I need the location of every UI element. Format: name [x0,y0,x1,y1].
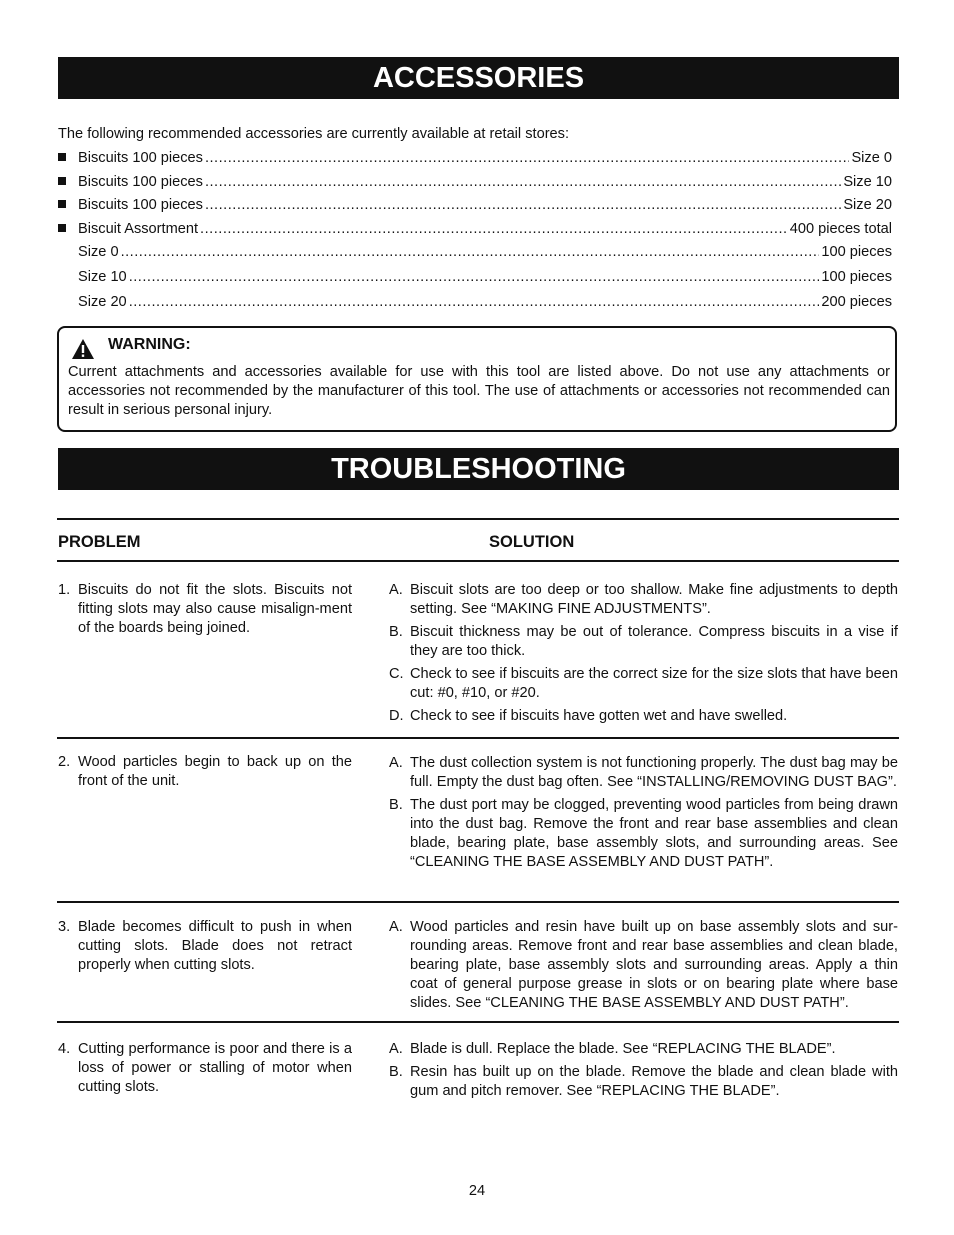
column-header-problem: PROBLEM [58,533,141,551]
problem-number: 1. [58,582,71,598]
dot-leader [129,267,820,287]
solution-item [389,581,898,619]
item-label: Size 0 [78,244,119,260]
problem-number: 3. [58,919,71,935]
solution-text: The dust collection system is not functioning properly. The dust bag may be full. Empty the dust bag often. See “INSTALLING/REMOVING DUST BAG”. [410,755,898,790]
sub-list-item [58,242,892,267]
solution-letter: B. [389,797,403,813]
solution-text: Blade is dull. Replace the blade. See “REPLACING THE BLADE”. [410,1041,836,1057]
header-rule [57,560,899,562]
item-label: Biscuits 100 pieces [78,173,203,190]
solution-text: Biscuit slots are too deep or too shallow. Make fine adjustments to depth setting. See “MAKING FINE ADJUSTMENTS”. [410,582,898,617]
problem-cell [58,918,352,975]
solution-item [389,918,898,1013]
list-item [58,172,892,196]
item-value: 200 pieces [821,294,892,310]
accessories-heading: ACCESSORIES [58,57,899,99]
warning-text: Current attachments and accessories available for use with this tool are listed above. Do not use any attachments or accessories not recommended by the manufacturer of this tool. The use of attachments or accessories not recommended can result in serious personal injury. [68,364,890,418]
solution-text: Biscuit thickness may be out of tolerance. Compress biscuits in a vise if they are too thick. [410,624,898,659]
item-label: Biscuit Assortment [78,220,199,237]
problem-text: Cutting performance is poor and there is a loss of power or stalling of motor when cutting slots. [78,1041,352,1095]
item-value: 100 pieces [821,269,892,285]
dot-leader [205,148,850,168]
item-value: Size 0 [851,150,892,166]
dot-leader [121,242,820,262]
solution-item [389,1040,898,1059]
list-item [58,195,892,219]
sub-list-item [58,292,892,317]
solution-item [389,707,898,726]
solution-cell [389,1040,898,1105]
problem-number: 4. [58,1041,71,1057]
problem-text: Biscuits do not fit the slots. Biscuits not fitting slots may also cause misalign-ment of the boards being joined. [78,582,352,636]
warning-triangle-icon [71,338,95,360]
accessories-intro: The following recommended accessories are currently available at retail stores: [58,126,570,142]
solution-cell [389,918,898,1017]
solution-text: Check to see if biscuits are the correct size for the size slots that have been cut: #0, #10, or #20. [410,666,898,701]
dot-leader [200,219,788,239]
item-value: 100 pieces [821,244,892,260]
list-item [58,148,892,172]
solution-item [389,623,898,661]
page-number: 24 [468,1183,486,1199]
problem-cell [58,1040,352,1097]
problem-text: Blade becomes difficult to push in when cutting slots. Blade does not retract properly when cutting slots. [78,919,352,973]
item-label: Size 10 [78,269,127,285]
problem-text: Wood particles begin to back up on the front of the unit. [78,754,352,789]
accessories-list [58,148,892,317]
row-divider [57,737,899,739]
item-value: Size 10 [843,173,892,190]
solution-text: Resin has built up on the blade. Remove the blade and clean blade with gum and pitch remover. See “REPLACING THE BLADE”. [410,1064,898,1099]
row-divider [57,901,899,903]
warning-box [57,326,897,432]
dot-leader [129,292,820,312]
solution-item [389,665,898,703]
problem-number: 2. [58,754,71,770]
solution-text: Wood particles and resin have built up on base assembly slots and sur-rounding areas. Remove front and rear base assemblies and clean blade, bearing plate, base assembly slots and surrounding areas. Apply a thin coat of general purpose grease in slots or on bearing plate where base slides. See “CLEANING THE BASE ASSEMBLY AND DUST PATH”. [410,919,898,1011]
dot-leader [205,172,841,192]
solution-item [389,754,898,792]
item-label: Biscuits 100 pieces [78,197,203,213]
solution-letter: C. [389,666,404,682]
solution-cell [389,581,898,730]
solution-cell [389,754,898,876]
troubleshooting-heading: TROUBLESHOOTING [58,448,899,490]
item-label: Biscuits 100 pieces [78,150,203,166]
solution-item [389,796,898,872]
solution-letter: A. [389,1041,403,1057]
solution-letter: B. [389,1064,403,1080]
solution-text: Check to see if biscuits have gotten wet and have swelled. [410,708,788,724]
item-value: Size 20 [843,197,892,213]
list-item [58,219,892,243]
dot-leader [205,195,841,215]
solution-item [389,1063,898,1101]
sub-list-item [58,267,892,292]
table-top-rule [57,518,899,520]
solution-letter: D. [389,708,404,724]
solution-letter: A. [389,919,403,935]
solution-letter: B. [389,624,403,640]
solution-letter: A. [389,582,403,598]
column-header-solution: SOLUTION [489,533,575,551]
solution-letter: A. [389,755,403,771]
solution-text: The dust port may be clogged, preventing wood particles from being drawn into the dust bag. Remove the front and rear base assemblies and clean blade, bearing plate, base assembly slots, and surrounding areas. See “CLEANING THE BASE ASSEMBLY AND DUST PATH”. [410,797,898,870]
row-divider [57,1021,899,1023]
item-label: Size 20 [78,294,127,310]
warning-title: WARNING: [108,336,191,353]
item-value: 400 pieces total [789,220,892,237]
problem-cell [58,581,352,638]
problem-cell [58,753,352,791]
